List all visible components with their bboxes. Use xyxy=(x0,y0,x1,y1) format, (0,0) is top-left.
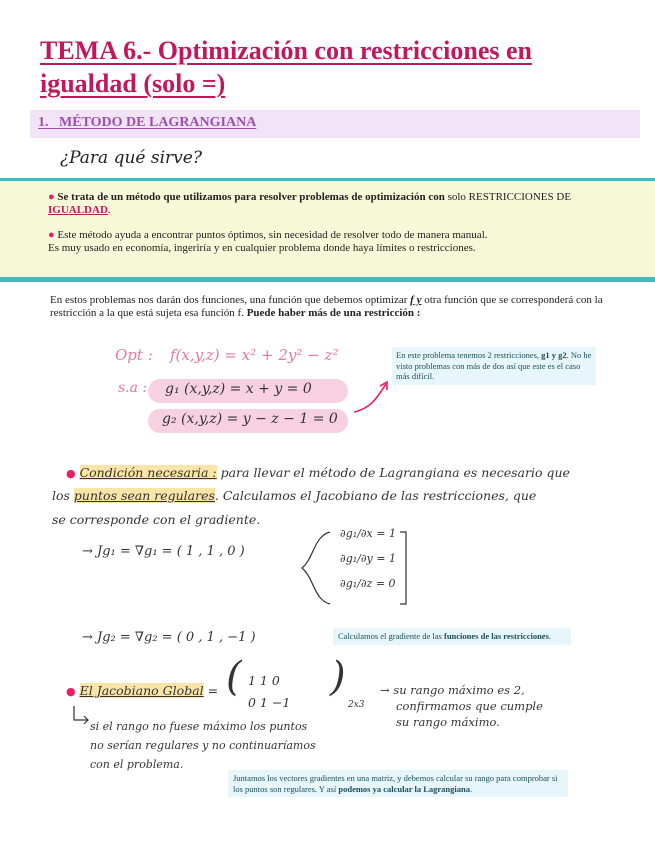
non-regular-line-1: si el rango no fuese máximo los puntos xyxy=(90,720,308,733)
handwritten-question: ¿Para qué sirve? xyxy=(60,148,202,168)
opt-label: Opt : xyxy=(115,346,153,364)
constraint-g1: g₁ (x,y,z) = x + y = 0 xyxy=(165,381,312,397)
bullet-dot-icon: ● xyxy=(66,685,76,698)
matrix-right-paren: ) xyxy=(330,654,346,700)
objective-function: f(x,y,z) = x² + 2y² − z² xyxy=(170,346,339,364)
condition-line-2 xyxy=(52,488,536,503)
bullet-1-highlight: IGUALDAD xyxy=(48,204,108,216)
section-number: 1. xyxy=(38,115,49,130)
jacobian-g2: → Jg₂ = ∇g₂ = ( 0 , 1 , −1 ) xyxy=(82,630,256,645)
note-3-text-a: Juntamos los vectores gradientes en una matriz, y debemos calcular su rango para comprobar si los puntos son regulares. Y así xyxy=(233,773,558,794)
global-jacobian-line: ● El Jacobiano Global = xyxy=(66,683,219,698)
matrix-row-2: 0 1 −1 xyxy=(248,695,291,710)
bullet-1-bold: Se trata de un método que utilizamos para resolver problemas de optimización con xyxy=(57,191,445,203)
section-title xyxy=(38,115,256,131)
note-2-text-a: Calculamos el gradiente de las xyxy=(338,631,444,641)
note-3-text-c: . xyxy=(469,783,473,794)
condition-text-2a: los xyxy=(52,488,74,503)
note-1-text-c: . No he visto problemas con más de dos así que este es el caso más difícil. xyxy=(396,350,592,381)
intro-fy: f y xyxy=(410,294,422,306)
partial-dx: ∂g₁/∂x = 1 xyxy=(340,527,396,540)
condition-line-1 xyxy=(66,465,570,480)
right-brace-icon xyxy=(396,528,416,608)
rank-line-2: confirmamos que cumple xyxy=(396,699,543,713)
global-jacobian-label: El Jacobiano Global xyxy=(79,683,204,698)
note-3-bold: podemos ya calcular la Lagrangiana xyxy=(338,783,470,794)
bullet-2 xyxy=(48,229,618,255)
bullet-dot-icon: ● xyxy=(66,467,76,480)
non-regular-line-3: con el problema. xyxy=(90,758,184,771)
section-title-text: MÉTODO DE LAGRANGIANA xyxy=(59,115,257,130)
condition-text-1: para llevar el método de Lagrangiana es necesario que xyxy=(216,465,570,480)
bullet-1-text: solo RESTRICCIONES DE xyxy=(444,191,572,203)
constraint-g2: g₂ (x,y,z) = y − z − 1 = 0 xyxy=(162,411,338,427)
bullet-2-line-1: Este método ayuda a encontrar puntos óptimos, sin necesidad de resolver todo de manera manual. xyxy=(57,229,488,241)
note-2-bold: funciones de las restricciones xyxy=(443,631,549,641)
matrix-dimension: 2x3 xyxy=(348,700,365,710)
intro-bold: Puede haber más de una restricción : xyxy=(246,307,421,319)
bullet-dot-icon: ● xyxy=(48,191,55,203)
note-gradient xyxy=(333,628,571,645)
page-title: TEMA 6.- Optimización con restricciones en igualdad (solo =) xyxy=(40,36,533,98)
bullet-dot-icon: ● xyxy=(48,229,55,241)
note-lagrangian xyxy=(228,770,568,797)
regular-points-highlight: puntos sean regulares xyxy=(73,488,215,503)
partial-dz: ∂g₁/∂z = 0 xyxy=(340,577,396,590)
left-brace-icon xyxy=(296,528,336,608)
jacobian-matrix xyxy=(226,654,365,714)
rank-comment xyxy=(380,682,543,730)
condition-line-3: se corresponde con el gradiente. xyxy=(52,512,261,527)
jacobian-g1: → Jg₁ = ∇g₁ = ( 1 , 1 , 0 ) xyxy=(82,544,245,559)
matrix-row-1: 1 1 0 xyxy=(248,673,280,688)
intro-part-2: otra función que se corresponderá con la restricción a la que está sujeta esa función f. xyxy=(50,294,603,319)
note-1-bold: g1 y g2 xyxy=(541,350,567,360)
non-regular-line-2: no serían regulares y no continuaríamos xyxy=(90,739,316,752)
note-2-text-c: . xyxy=(548,631,552,641)
subject-to-label: s.a : xyxy=(118,380,148,396)
note-restrictions xyxy=(392,347,596,385)
condition-text-2c: . Calculamos el Jacobiano de las restricciones, que xyxy=(214,488,537,503)
condition-label: Condición necesaria : xyxy=(79,465,217,480)
matrix-left-paren: ( xyxy=(226,654,242,700)
non-regular-comment xyxy=(90,717,316,774)
bullet-1-end: . xyxy=(107,204,111,216)
bullet-1 xyxy=(48,191,608,217)
partial-dy: ∂g₁/∂y = 1 xyxy=(340,552,396,565)
intro-paragraph xyxy=(50,294,610,320)
rank-line-1: → su rango máximo es 2, xyxy=(380,683,525,697)
note-1-text-a: En este problema tenemos 2 restricciones, xyxy=(396,350,542,360)
rank-line-3: su rango máximo. xyxy=(396,715,500,729)
partial-derivatives xyxy=(340,528,396,589)
bullet-2-line-2: Es muy usado en economía, ingeriría y en cualquier problema donde haya límites o restricciones. xyxy=(48,242,476,254)
return-arrow-icon xyxy=(68,704,92,728)
curved-arrow-icon xyxy=(350,378,395,418)
intro-part-1: En estos problemas nos darán dos funciones, una función que debemos optimizar xyxy=(50,294,411,306)
